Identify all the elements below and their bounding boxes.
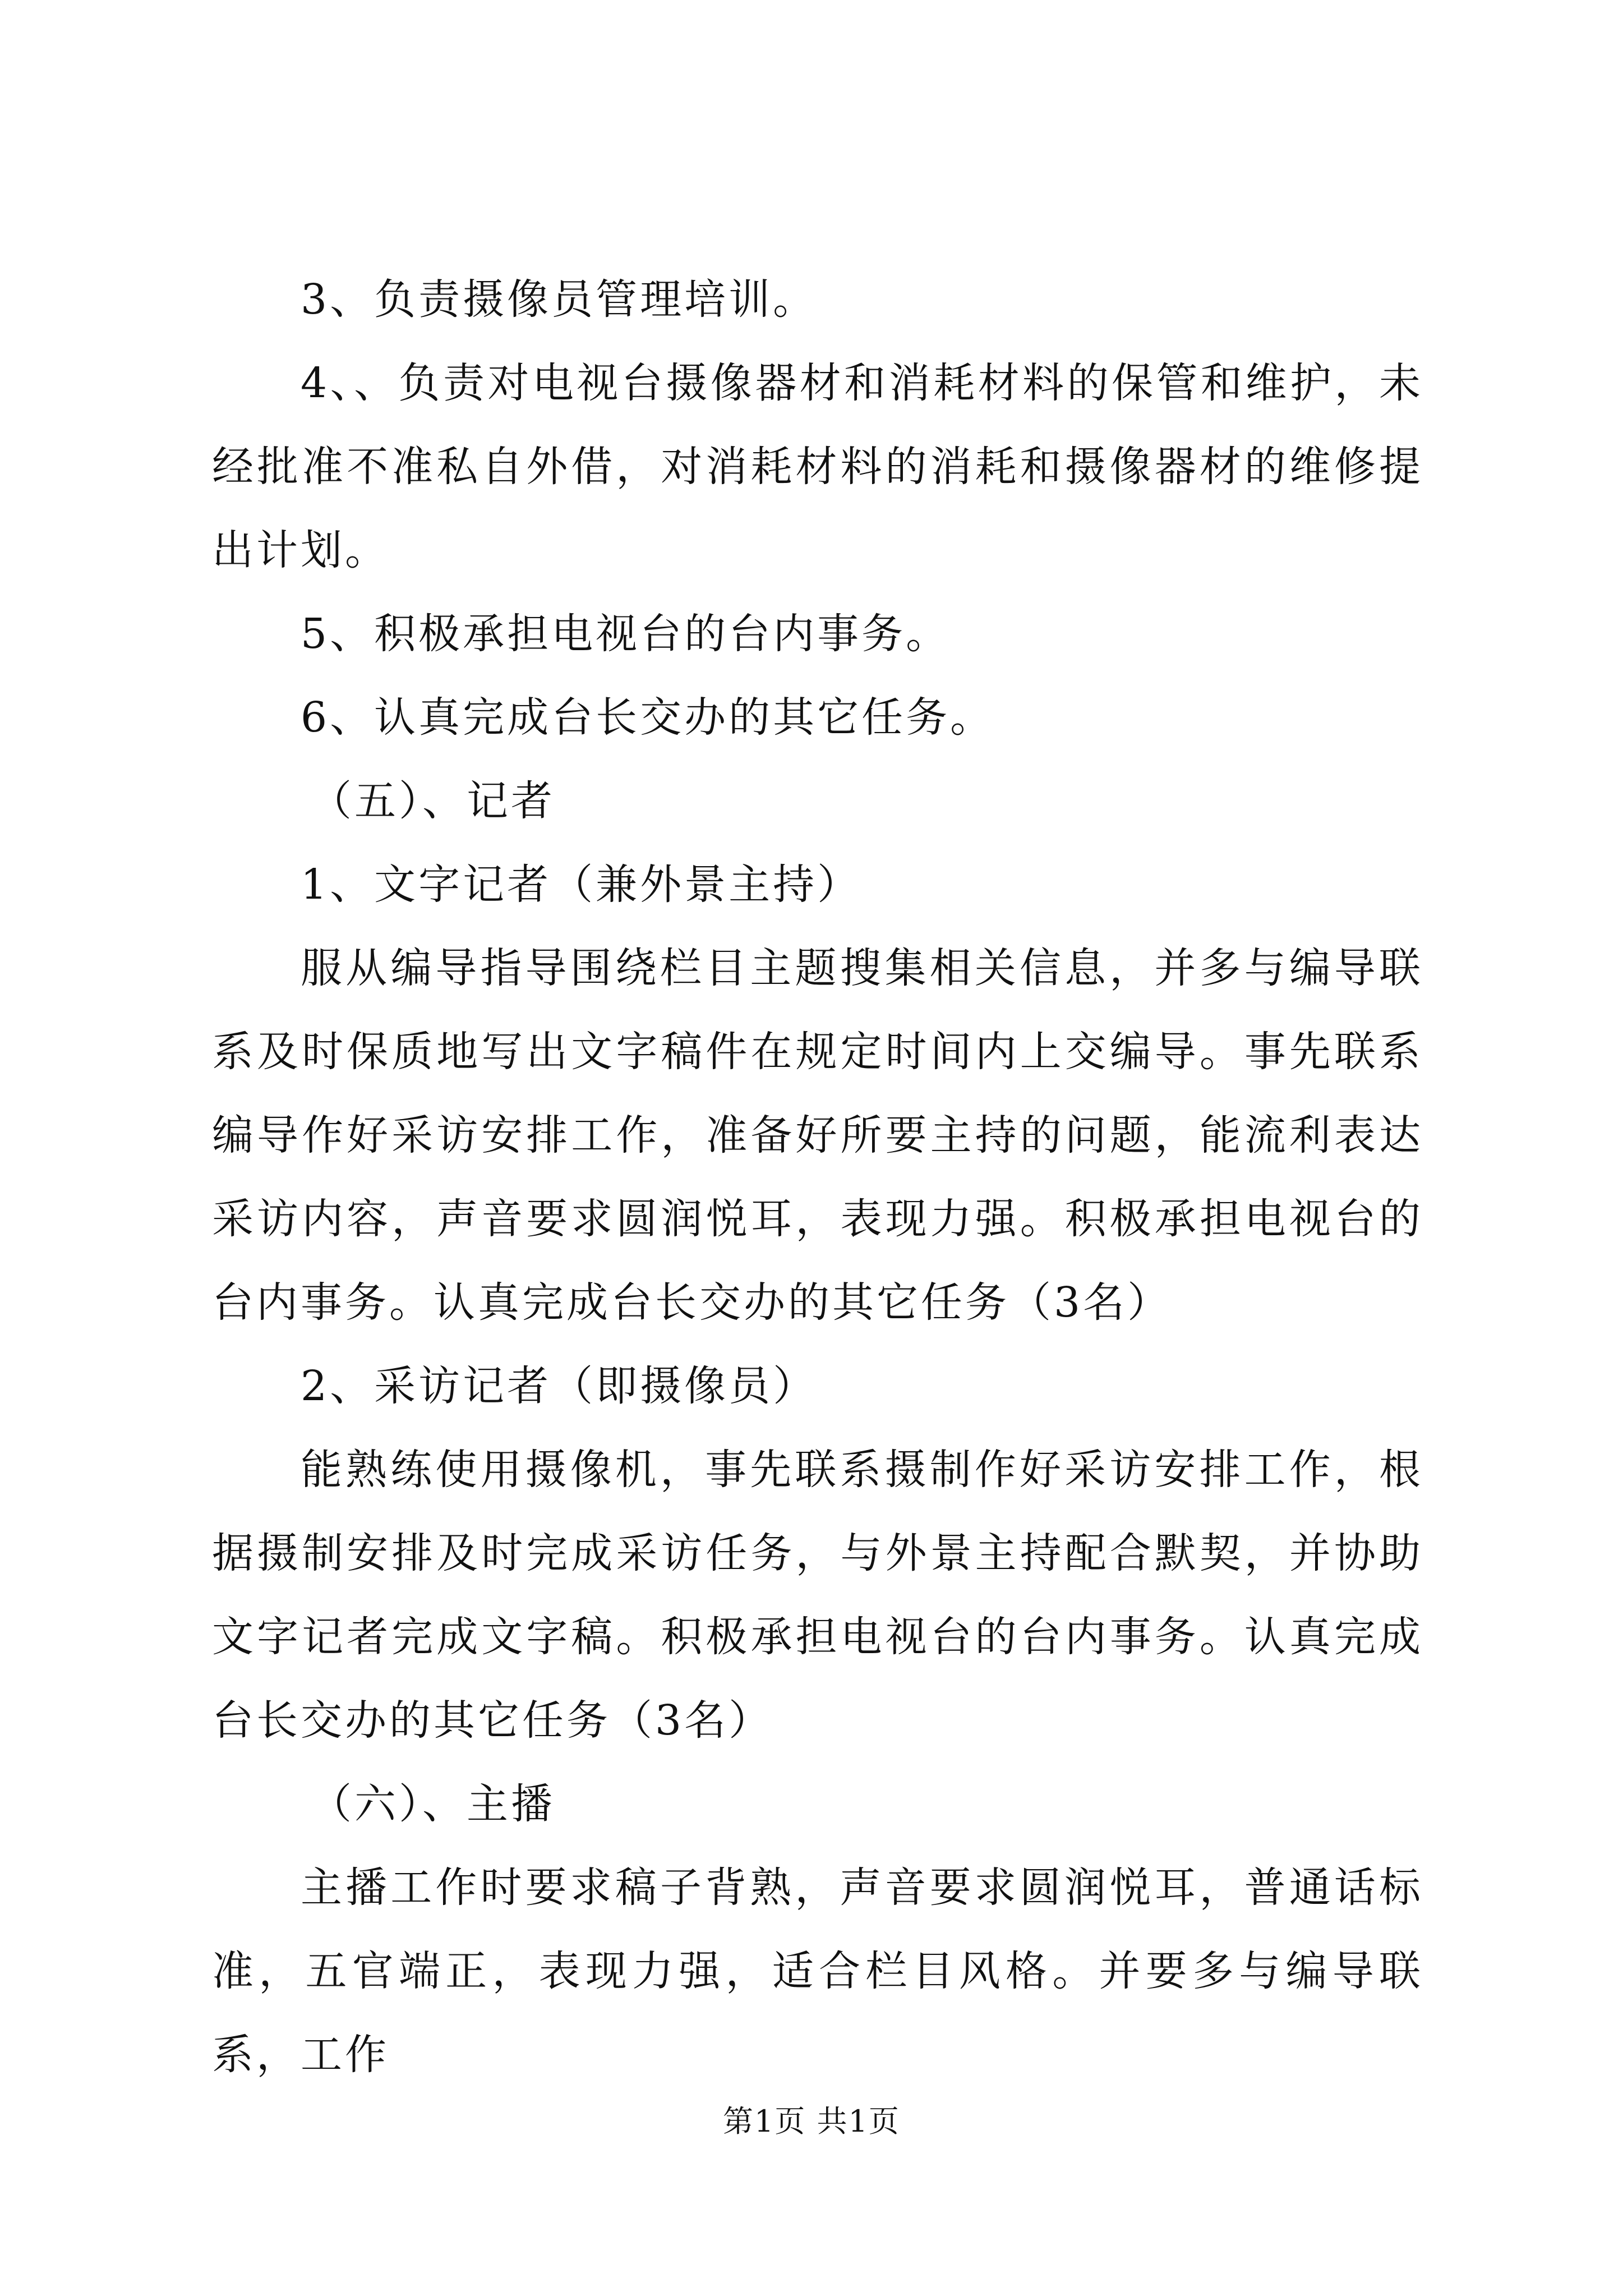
section-heading-reporter: （五）、记者 xyxy=(310,777,555,825)
paragraph-interview-reporter-duties: 能熟练使用摄像机，事先联系摄制作好采访安排工作，根据摄制安排及时完成采访任务，与外景主持配合默契，并协助文字记者完成文字稿。积极承担电视台的台内事务。认真完成台长交办的其它任务（3名） xyxy=(212,1446,1423,1745)
paragraph-item-6: 6、认真完成台长交办的其它任务。 xyxy=(301,693,995,742)
section-heading-anchor: （六）、主播 xyxy=(310,1780,555,1828)
subsection-text-reporter: 1、文字记者（兼外景主持） xyxy=(301,861,862,909)
paragraph-text-reporter-duties: 服从编导指导围绕栏目主题搜集相关信息，并多与编导联系及时保质地写出文字稿件在规定时间内上交编导。事先联系编导作好采访安排工作，准备好所要主持的问题，能流利表达采访内容，声音要求圆润悦耳，表现力强。积极承担电视台的台内事务。认真完成台长交办的其它任务（3名） xyxy=(212,944,1423,1327)
subsection-interview-reporter: 2、采访记者（即摄像员） xyxy=(301,1362,818,1410)
paragraph-item-5: 5、积极承担电视台的台内事务。 xyxy=(301,610,951,658)
paragraph-item-3: 3、负责摄像员管理培训。 xyxy=(301,275,818,324)
document-body xyxy=(212,258,1423,2097)
paragraph-item-4: 4、、负责对电视台摄像器材和消耗材料的保管和维护，未经批准不准私自外借，对消耗材料的消耗和摄像器材的维修提出计划。 xyxy=(212,359,1423,574)
page-number-footer: 第1页 共1页 xyxy=(723,2104,900,2139)
paragraph-anchor-duties: 主播工作时要求稿子背熟，声音要求圆润悦耳，普通话标准，五官端正，表现力强，适合栏目风格。并要多与编导联系，工作 xyxy=(212,1864,1423,2079)
